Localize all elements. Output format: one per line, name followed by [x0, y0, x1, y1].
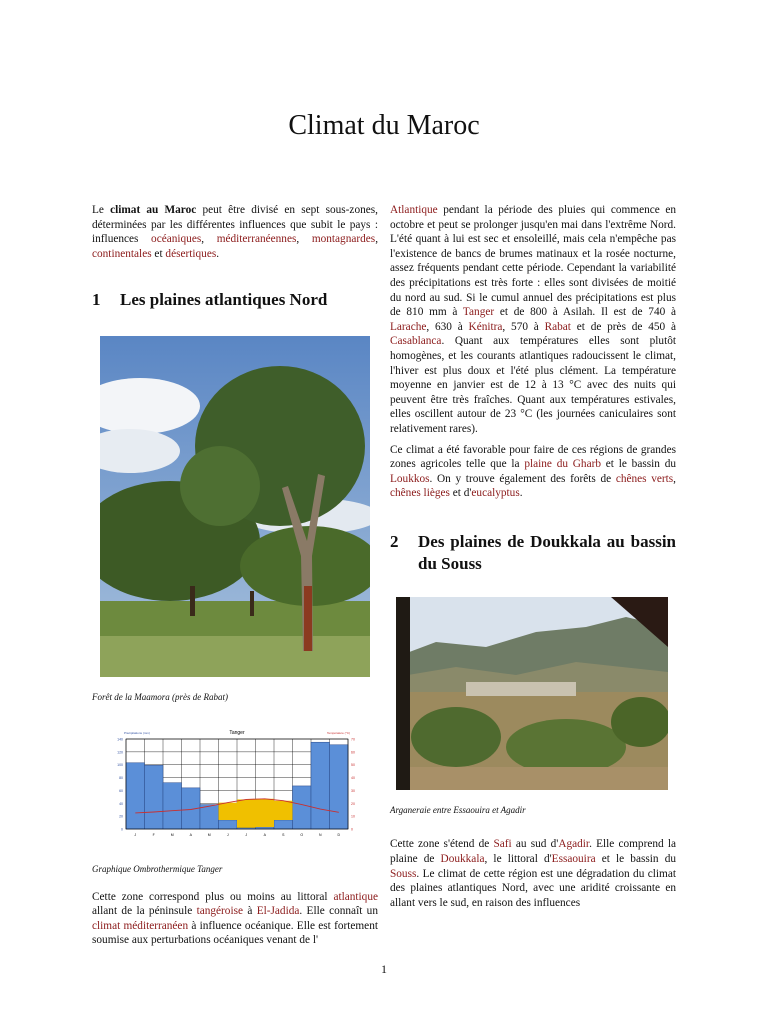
chart-caption: Graphique Ombrothermique Tanger: [92, 863, 223, 874]
section-2-paragraph: Cette zone s'étend de Safi au sud d'Agadir. Elle comprend la plaine de Doukkala, le littoral d'Essaouira et le bassin du Souss. Le climat de cette région est une dégradation du climat des plaines atlantiques Nord, avec une aridité croissante en allant vers le sud, en raison des influences: [390, 838, 676, 909]
chart-ylabel-right: Température (°C): [326, 730, 350, 735]
chart-xtick: M: [207, 832, 211, 837]
link-agadir[interactable]: Agadir: [558, 838, 590, 851]
chart-xtick: A: [263, 832, 266, 837]
chart-ylabel-left: Précipitations (mm): [124, 730, 150, 735]
chart-bar: [274, 820, 293, 829]
chart-ytick-left: 60: [119, 788, 123, 793]
link-essaouira[interactable]: Essaouira: [551, 853, 596, 866]
link-chenes-verts[interactable]: chênes verts: [615, 472, 674, 485]
link-rabat[interactable]: Rabat: [544, 320, 571, 333]
chart-bar: [200, 805, 219, 829]
link-chenes-lieges[interactable]: chênes lièges: [390, 487, 450, 500]
link-larache[interactable]: Larache: [390, 320, 427, 333]
chart-xtick: J: [245, 832, 248, 837]
chart-ytick-left: 40: [119, 801, 123, 806]
photo-1-caption: Forêt de la Maamora (près de Rabat): [92, 692, 228, 703]
arganeraie-photo: [396, 597, 668, 790]
chart-ytick-left: 140: [117, 737, 123, 742]
maamora-forest-photo: [100, 336, 370, 677]
link-mediterraneennes[interactable]: méditerranéennes: [216, 233, 297, 246]
chart-ytick-right: 10: [351, 814, 355, 819]
chart-dry-area: [274, 801, 293, 820]
link-desertiques[interactable]: désertiques: [165, 247, 217, 260]
link-safi[interactable]: Safi: [493, 838, 512, 851]
chart-dry-area: [219, 803, 238, 820]
chart-ytick-left: 100: [117, 763, 123, 768]
chart-ytick-right: 30: [351, 788, 355, 793]
section-1-paragraph-start: Cette zone correspond plus ou moins au littoral atlantique allant de la péninsule tangéroise à El-Jadida. Elle connaît un climat méditerranéen à influence océanique. Elle est fortement soumise aux perturbations océaniques venant de l': [92, 890, 378, 947]
link-casablanca[interactable]: Casablanca: [390, 335, 442, 348]
link-oceaniques[interactable]: océaniques: [151, 233, 202, 246]
intro-bold-term: climat au Maroc: [110, 204, 197, 216]
page-number: 1: [381, 962, 387, 976]
ombrothermic-chart: [96, 727, 366, 842]
chart-dry-area: [256, 799, 275, 827]
para1-continued-text: à influence océanique. Elle est fortement soumise aux perturbations océaniques venant de l': [92, 919, 378, 947]
link-loukkos[interactable]: Loukkos: [390, 472, 430, 485]
page-title: Climat du Maroc: [288, 110, 480, 141]
chart-xtick: D: [337, 832, 341, 837]
photo-2-caption: Arganeraie entre Essaouira et Agadir: [390, 804, 526, 815]
link-atlantique-ocean[interactable]: Atlantique: [390, 204, 438, 216]
link-tanger[interactable]: Tanger: [462, 306, 495, 319]
chart-ytick-right: 60: [351, 750, 355, 755]
link-el-jadida[interactable]: El-Jadida: [256, 905, 300, 918]
chart-title: Tanger: [229, 729, 245, 736]
chart-bar: [311, 742, 330, 829]
link-souss[interactable]: Souss: [390, 867, 417, 880]
link-doukkala[interactable]: Doukkala: [440, 853, 485, 866]
chart-xtick: N: [318, 832, 322, 837]
chart-xtick: J: [226, 832, 229, 837]
chart-ytick-right: 20: [351, 801, 355, 806]
chart-bar: [330, 745, 349, 829]
chart-ytick-left: 20: [119, 814, 123, 819]
chart-ytick-left: 120: [117, 750, 123, 755]
section-1-paragraph-continued: Atlantique pendant la période des pluies qui commence en octobre et peut se prolonger jusqu'en mai dans l'extrême Nord. L'été quant à lui est sec et ensoleillé, mais cela n'empêche pas l'existence de bancs de brumes matinaux et la rosée nocturne, assez fréquents pendant cette période. Cependant la variabilité des précipitations est très forte : elles sont divisées de moitié du nord au sud. Si le cumul annuel des précipitations est plus de 810 mm à Tanger et de 800 à Asilah. Il est de 740 à Larache, 630 à Kénitra, 570 à Rabat et de près de 450 à Casablanca. Quant aux températures elles sont plutôt homogènes, et les courants atlantiques radoucissent le climat, l'hiver est plus doux et l'été plus clément. La température moyenne en janvier est de 12 à 13 °C avec des nuits qui peuvent être très fraîches. Quant aux températures estivales, elles oscillent autour de 23 °C (les journées caniculaires sont relativement rares).: [390, 204, 676, 435]
chart-ytick-right: 50: [351, 763, 355, 768]
chart-xtick: A: [189, 832, 192, 837]
link-tangeroise[interactable]: tangéroise: [196, 905, 244, 918]
link-continentales[interactable]: continentales: [92, 247, 152, 260]
chart-ytick-right: 70: [351, 737, 355, 742]
right-column: [390, 203, 676, 916]
link-eucalyptus[interactable]: eucalyptus: [471, 487, 520, 500]
chart-xtick: S: [282, 832, 285, 837]
left-column: [92, 203, 378, 948]
link-atlantique[interactable]: atlantique: [333, 890, 378, 903]
chart-ytick-left: 0: [121, 827, 123, 832]
chart-xtick: F: [152, 832, 155, 837]
chart-bar: [126, 763, 145, 829]
chart-ytick-right: 40: [351, 776, 355, 781]
chart-dry-area: [237, 799, 256, 827]
intro-paragraph: Le climat au Maroc peut être divisé en sept sous-zones, déterminées par les différentes influences que subit le pays : influences océaniques, méditerranéennes, montagnardes, continentales et désertiques.: [92, 204, 379, 260]
chart-xtick: M: [170, 832, 174, 837]
link-plaine-du-gharb[interactable]: plaine du Gharb: [524, 458, 602, 471]
section-2-heading: 2 Des plaines de Doukkala au bassin du Souss: [390, 531, 676, 573]
section-1-paragraph-2: Ce climat a été favorable pour faire de ces régions de grandes zones agricoles telle que la plaine du Gharb et le bassin du Loukkos. On y trouve également des forêts de chênes verts, chênes lièges et d'eucalyptus.: [390, 443, 676, 500]
chart-bar: [163, 783, 182, 829]
chart-bar: [219, 820, 238, 829]
link-climat-mediterraneen[interactable]: climat méditerranéen: [92, 919, 189, 932]
chart-bar: [293, 786, 312, 829]
chart-xtick: J: [134, 832, 137, 837]
chart-xtick: O: [300, 832, 304, 837]
chart-ytick-right: 0: [351, 827, 353, 832]
chart-ytick-left: 80: [119, 776, 123, 781]
link-montagnardes[interactable]: montagnardes: [311, 233, 376, 246]
section-1-heading: 1 Les plaines atlantiques Nord: [92, 290, 328, 310]
chart-bar: [145, 765, 164, 829]
link-kenitra[interactable]: Kénitra: [468, 320, 503, 333]
